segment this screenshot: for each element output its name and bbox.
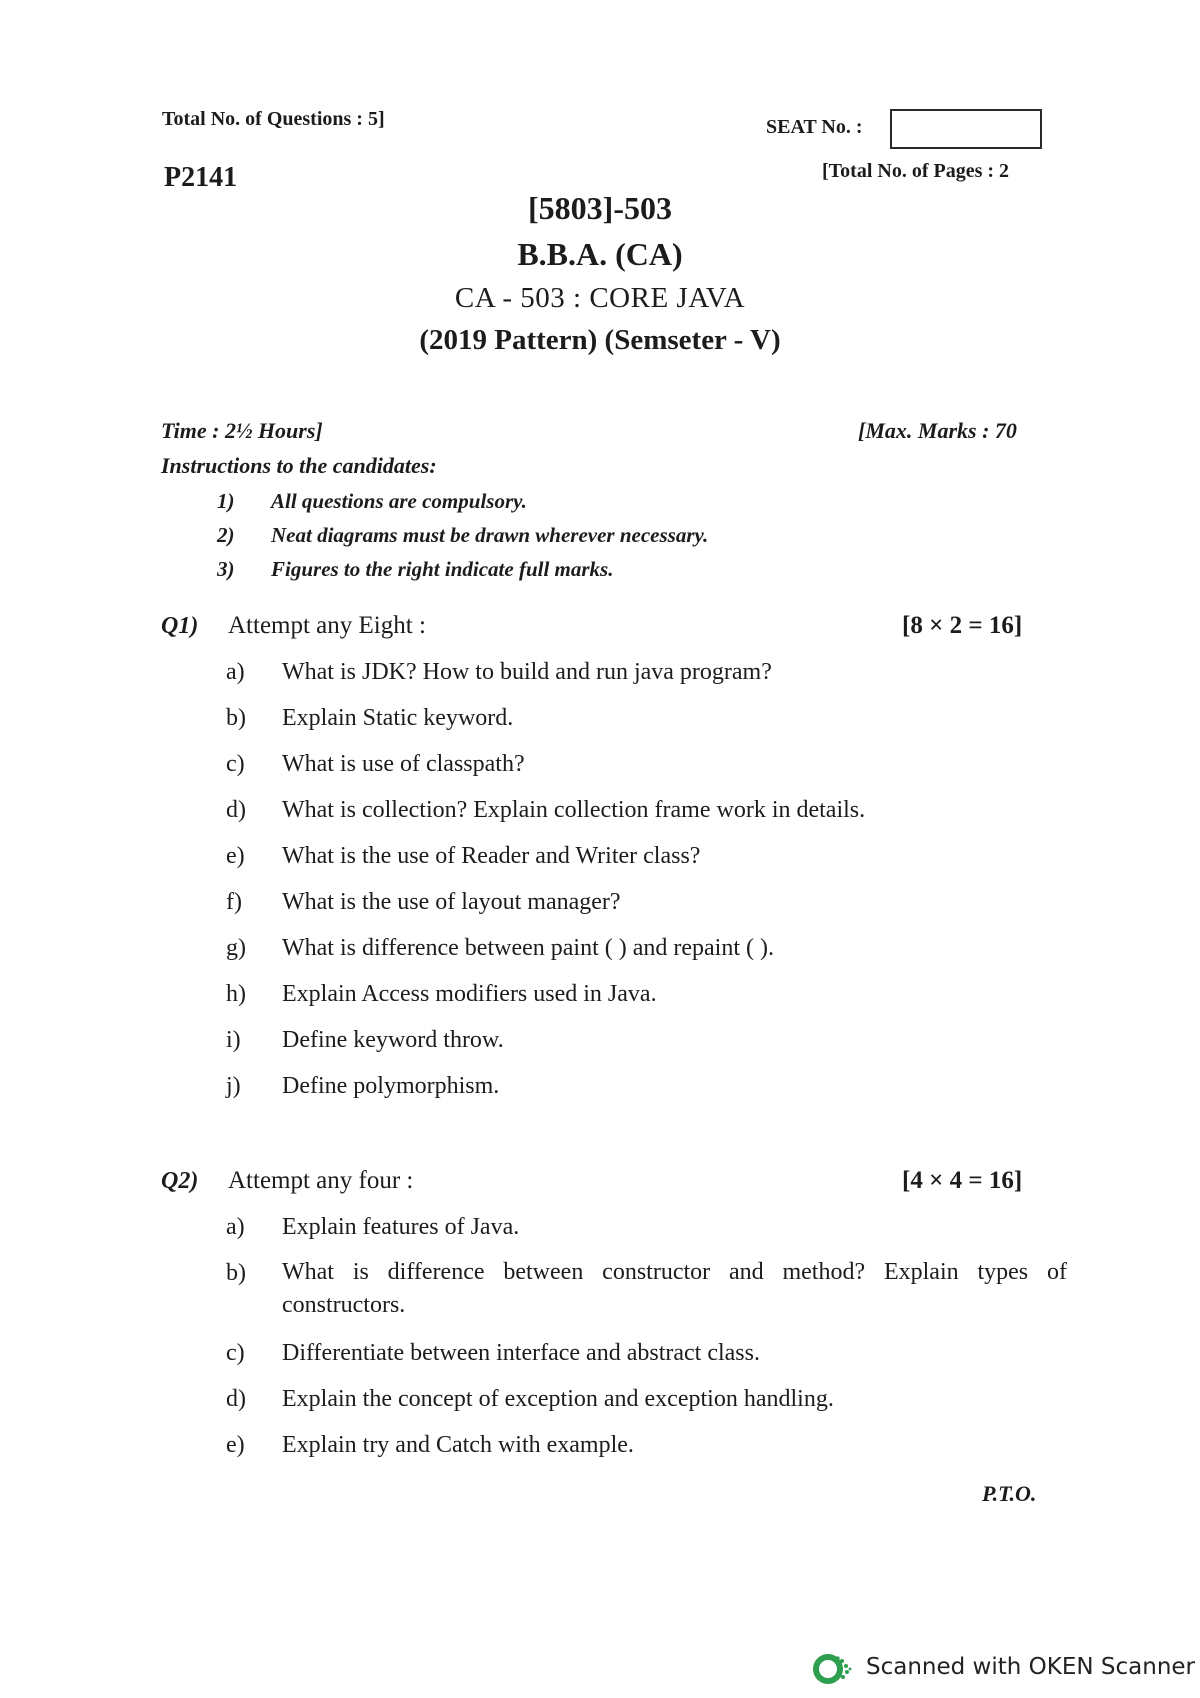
item-letter: a): [226, 659, 245, 685]
seat-number-label: SEAT No. :: [766, 116, 863, 138]
subject-title: CA - 503 : CORE JAVA: [454, 282, 746, 314]
item-text: What is JDK? How to build and run java program?: [282, 659, 772, 685]
item-letter: d): [226, 797, 246, 823]
course-name: B.B.A. (CA): [517, 236, 683, 272]
question-number: Q1): [161, 613, 199, 639]
total-questions: Total No. of Questions : 5]: [162, 108, 385, 130]
instructions-heading: Instructions to the candidates:: [161, 453, 437, 478]
item-letter: e): [226, 843, 245, 869]
item-text: Explain try and Catch with example.: [282, 1432, 634, 1458]
seat-number-box: [890, 109, 1042, 149]
item-letter: d): [226, 1386, 246, 1412]
exam-time: Time : 2½ Hours]: [161, 418, 323, 443]
paper-id: P2141: [164, 162, 238, 193]
item-letter: h): [226, 981, 246, 1007]
item-text: Define keyword throw.: [282, 1027, 504, 1053]
instruction-number: 2): [217, 523, 235, 547]
item-letter: a): [226, 1214, 245, 1240]
question-marks: [4 × 4 = 16]: [902, 1167, 1023, 1194]
total-pages: [Total No. of Pages : 2: [822, 160, 1010, 182]
question-prompt: Attempt any Eight :: [228, 612, 426, 639]
item-letter: g): [226, 935, 246, 961]
pattern-semester: (2019 Pattern) (Semseter - V): [419, 324, 781, 356]
question-marks: [8 × 2 = 16]: [902, 612, 1023, 639]
item-letter: f): [226, 889, 242, 915]
item-text: Define polymorphism.: [282, 1073, 500, 1099]
instruction-text: Neat diagrams must be drawn wherever necessary.: [271, 523, 709, 547]
item-text: Explain Static keyword.: [282, 705, 514, 731]
item-text: Explain Access modifiers used in Java.: [282, 981, 657, 1007]
instruction-number: 3): [217, 557, 235, 581]
item-letter: e): [226, 1432, 245, 1458]
item-text: Explain the concept of exception and exception handling.: [282, 1386, 834, 1412]
item-letter: c): [226, 751, 245, 777]
item-text: What is use of classpath?: [282, 751, 525, 777]
item-letter: c): [226, 1340, 245, 1366]
scanner-watermark-text: Scanned with OKEN Scanner: [866, 1654, 1195, 1680]
question-prompt: Attempt any four :: [228, 1167, 414, 1194]
exam-code: [5803]-503: [528, 190, 672, 226]
item-text: What is difference between paint ( ) and repaint ( ).: [282, 935, 774, 961]
item-text: What is difference between constructor and method? Explain types of constructors.: [282, 1259, 1067, 1318]
instruction-number: 1): [217, 489, 235, 513]
item-text: Explain features of Java.: [282, 1214, 520, 1240]
item-text: What is collection? Explain collection frame work in details.: [282, 797, 866, 823]
instruction-text: All questions are compulsory.: [271, 489, 527, 513]
item-text: What is the use of layout manager?: [282, 889, 621, 915]
question-number: Q2): [161, 1168, 199, 1194]
page-turn-over: P.T.O.: [982, 1481, 1037, 1506]
item-letter: j): [226, 1073, 241, 1099]
oken-scanner-logo-icon: [812, 1652, 852, 1686]
item-letter: i): [226, 1027, 241, 1053]
instruction-text: Figures to the right indicate full marks.: [271, 557, 614, 581]
max-marks: [Max. Marks : 70: [858, 418, 1017, 443]
item-letter: b): [226, 705, 246, 731]
item-letter: b): [226, 1260, 246, 1286]
item-text: What is the use of Reader and Writer class?: [282, 843, 701, 869]
item-text: Differentiate between interface and abstract class.: [282, 1340, 760, 1366]
